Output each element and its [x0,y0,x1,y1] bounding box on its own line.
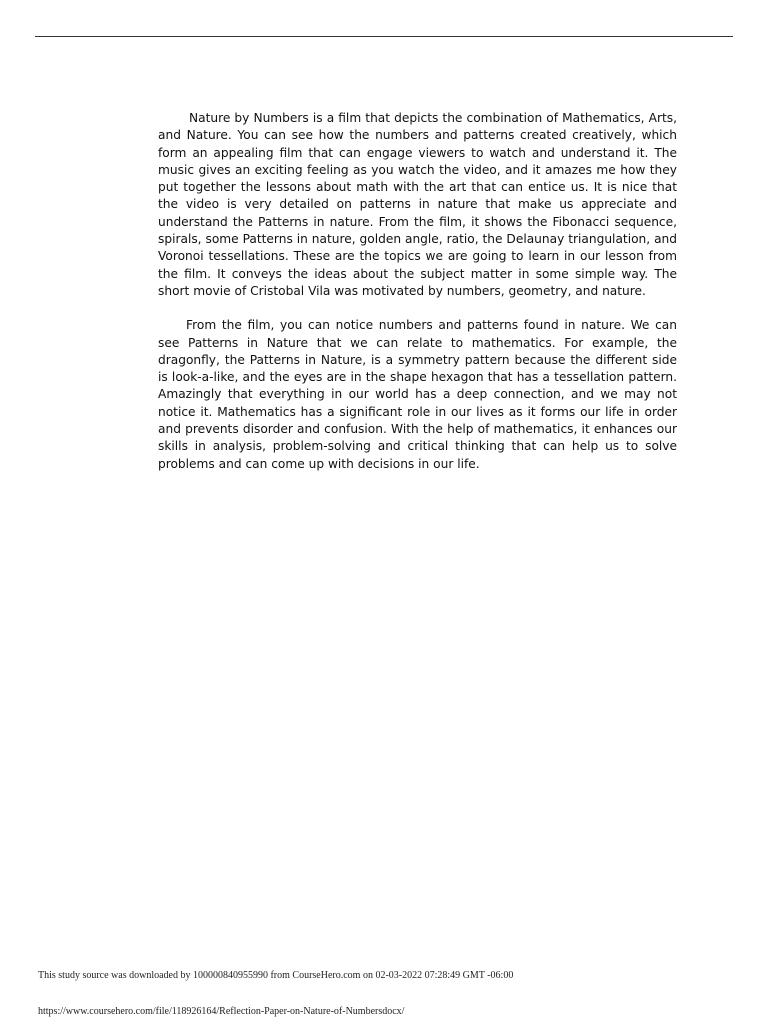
download-notice: This study source was downloaded by 100000840955990 from CourseHero.com on 02-03-2022 07:28:49 GMT -06:00 [38,970,514,981]
document-body [158,110,677,490]
header-divider [35,36,733,37]
paragraph-1: Nature by Numbers is a film that depicts the combination of Mathematics, Arts, and Nature. You can see how the numbers and patterns created creatively, which form an appealing film that can engage viewers to watch and understand it. The music gives an exciting feeling as you watch the video, and it amazes me how they put together the lessons about math with the art that can entice us. It is nice that the video is very detailed on patterns in nature that make us appreciate and understand the Patterns in nature. From the film, it shows the Fibonacci sequence, spirals, some Patterns in nature, golden angle, ratio, the Delaunay triangulation, and Voronoi tessellations. These are the topics we are going to learn in our lesson from the film. It conveys the ideas about the subject matter in some simple way. The short movie of Cristobal Vila was motivated by numbers, geometry, and nature. [158,111,677,298]
source-url[interactable]: https://www.coursehero.com/file/118926164/Reflection-Paper-on-Nature-of-Numbersdocx/ [38,1006,405,1017]
paragraph-2: From the film, you can notice numbers and patterns found in nature. We can see Patterns in Nature that we can relate to mathematics. For example, the dragonfly, the Patterns in Nature, is a symmetry pattern because the different side is look-a-like, and the eyes are in the shape hexagon that has a tessellation pattern. Amazingly that everything in our world has a deep connection, and we may not notice it. Mathematics has a significant role in our lives as it forms our life in order and prevents disorder and confusion. With the help of mathematics, it enhances our skills in analysis, problem-solving and critical thinking that can help us to solve problems and can come up with decisions in our life. [158,318,677,471]
